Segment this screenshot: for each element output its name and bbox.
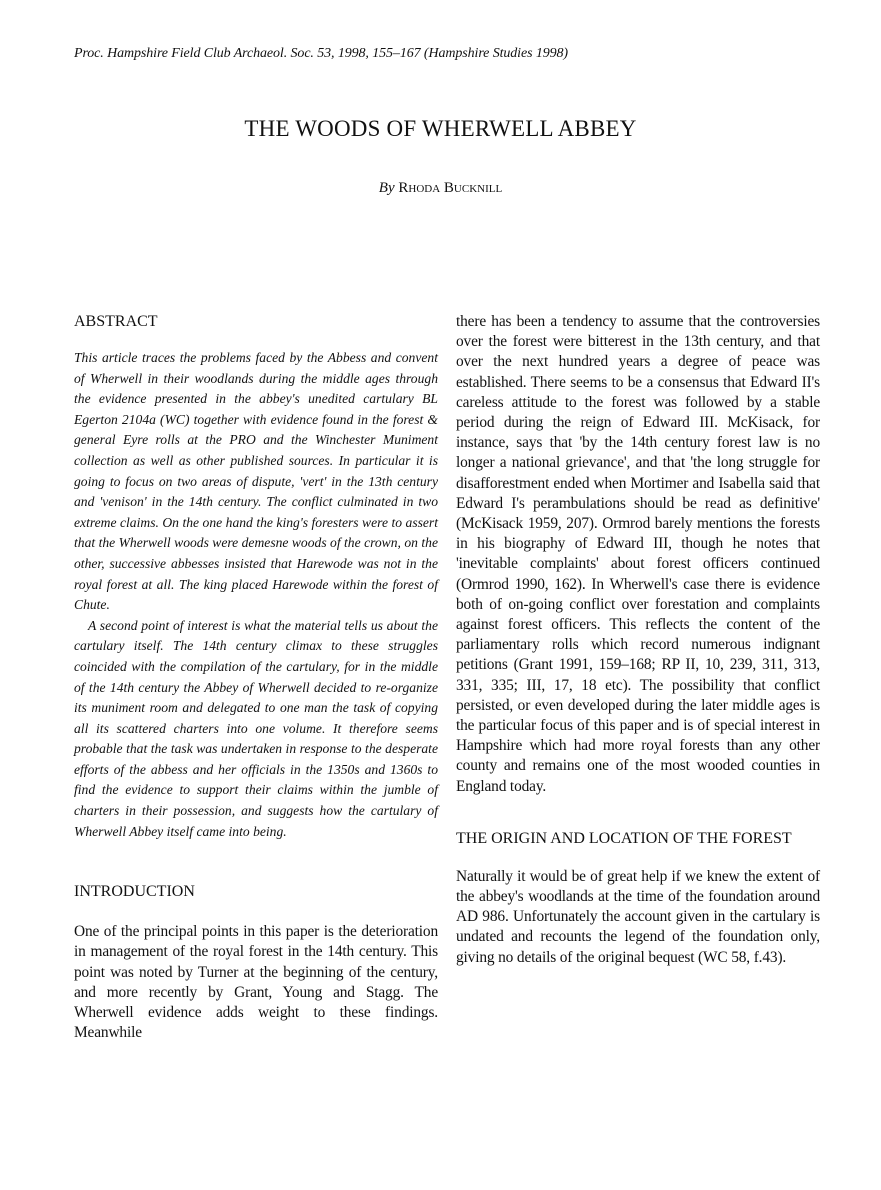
abstract-paragraph-2: A second point of interest is what the material tells us about the cartulary itself. The 14th century climax to these struggles coincided with the compilation of the cartulary, for in the middle of the 14th century the Abbey of Wherwell decided to re-organize its muniment room and delegated to one man the task of copying all its scattered charters into one volume. It therefore seems probable that the task was undertaken in response to the desperate efforts of the abbess and her officials in the 1350s and 1360s to find the evidence to support their claims within the jumble of charters in their possession, and suggests how the cartulary of Wherwell Abbey itself came into being. (74, 617, 438, 839)
abstract-heading: ABSTRACT (74, 313, 158, 330)
byline-by: By (378, 180, 395, 196)
left-column (74, 312, 438, 1043)
author-name: Rhoda Bucknill (398, 180, 503, 196)
abstract-paragraph-1: This article traces the problems faced by the Abbess and convent of Wherwell in their woodlands during the middle ages through the evidence presented in the abbey's unedited cartulary BL Egerton 2104a (WC) together with evidence found in the forest & general Eyre rolls at the PRO and the Winchester Muniment collection as well as other published sources. In particular it is going to focus on two areas of dispute, 'vert' in the 13th century and 'venison' in the 14th century. The conflict culminated in two extreme claims. On the one hand the king's foresters were to assert that the Wherwell woods were demesne woods of the crown, on the other, successive abbesses insisted that Harewode was not in the royal forest at all. The king placed Harewode within the forest of Chute. (74, 350, 438, 613)
introduction-paragraph-1: One of the principal points in this paper is the deterioration in management of the royal forest in the 14th century. This point was noted by Turner at the beginning of the century, and more recently by Grant, Young and Stagg. The Wherwell evidence adds weight to these findings. Meanwhile (74, 923, 438, 1042)
running-head: Proc. Hampshire Field Club Archaeol. Soc. 53, 1998, 155–167 (Hampshire Studies 1998) (74, 46, 568, 61)
right-column (456, 312, 820, 968)
byline (0, 180, 881, 197)
origin-paragraph-1: Naturally it would be of great help if we knew the extent of the abbey's woodlands at the time of the foundation around AD 986. Unfortunately the account given in the cartulary is undated and recounts the legend of the foundation only, giving no details of the original bequest (WC 58, f.43). (456, 867, 820, 966)
article-title: THE WOODS OF WHERWELL ABBEY (244, 116, 637, 141)
right-column-paragraph-1: there has been a tendency to assume that the controversies over the forest were bitterest in the 13th century, and that over the next hundred years a degree of peace was established. There seems to be a consensus that Edward II's careless attitude to the forest was followed by a stable period during the reign of Edward III. McKisack, for instance, says that 'by the 14th century forest law is no longer a national grievance', and that 'the long struggle for disafforestment ended when Mortimer and Isabella said that Edward I's perambulations should be read as definitive' (McKisack 1959, 207). Ormrod barely mentions the forests in his biography of Edward III, though he notes that 'inevitable complaints' about forest officers continued (Ormrod 1990, 162). In Wherwell's case there is evidence both of on-going conflict over forestation and complaints against forest officers. This reflects the content of the parliamentary rolls which record numerous indignant petitions (Grant 1991, 159–168; RP II, 10, 239, 311, 313, 331, 335; III, 17, 18 etc). The possibility that conflict persisted, or even developed during the later middle ages is the particular focus of this paper and is of special interest in Hampshire which had more royal forests than any other county and remains one of the most wooded counties in England today. (456, 313, 820, 795)
introduction-heading: INTRODUCTION (74, 883, 195, 901)
origin-location-heading: THE ORIGIN AND LOCATION OF THE FOREST (456, 829, 792, 847)
